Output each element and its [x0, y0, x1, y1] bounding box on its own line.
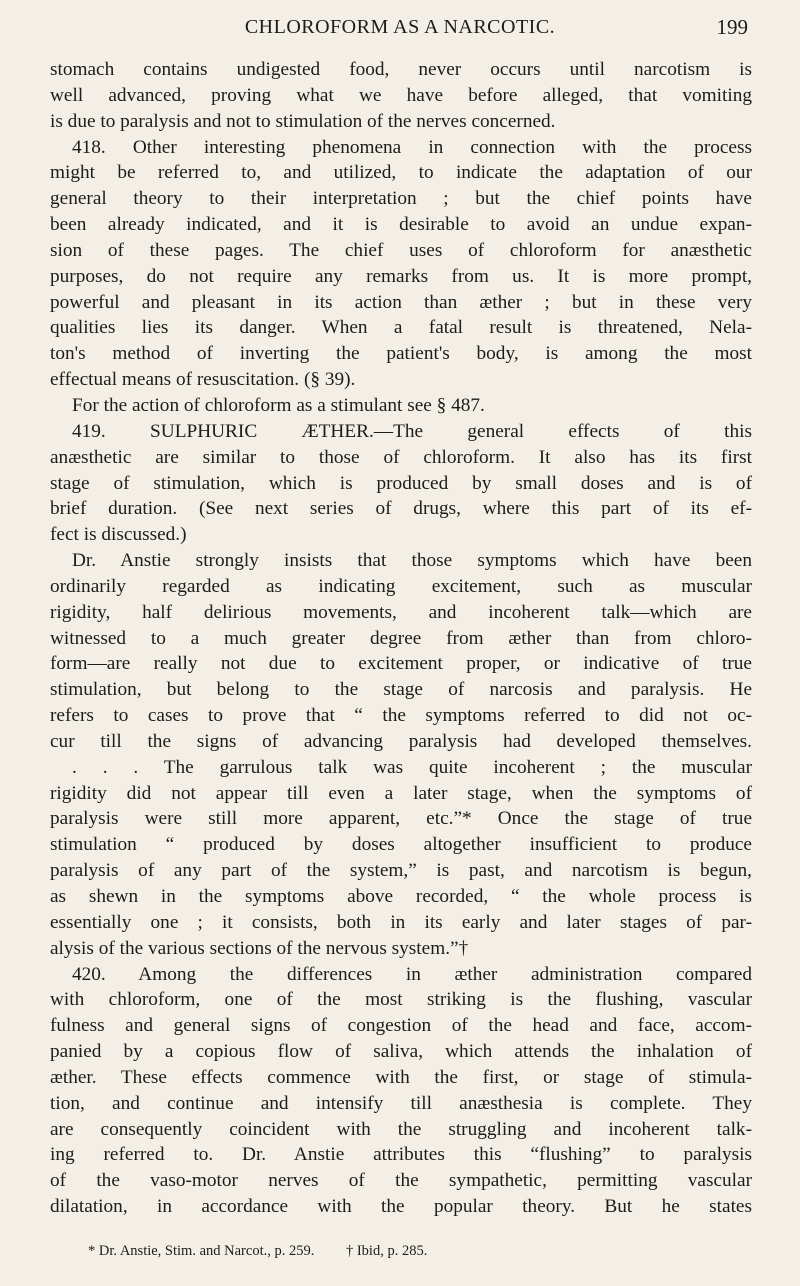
- text-line: is due to paralysis and not to stimulation of the nerves concerned.: [50, 110, 556, 132]
- text-line: stimulation “ produced by doses altogether insufficient to produce: [50, 834, 752, 856]
- text-line: well advanced, proving what we have before alleged, that vomiting: [50, 84, 752, 106]
- text-line: been already indicated, and it is desirable to avoid an undue expan-: [50, 214, 752, 236]
- text-line: paralysis of any part of the system,” is past, and narcotism is begun,: [50, 860, 752, 882]
- text-line: are consequently coincident with the struggling and incoherent talk-: [50, 1118, 752, 1140]
- text-line: essentially one ; it consists, both in its early and later stages of par-: [50, 911, 752, 933]
- text-line: cur till the signs of advancing paralysis had developed themselves.: [50, 730, 752, 752]
- text-line: witnessed to a much greater degree from æther than from chloro-: [50, 627, 752, 649]
- text-line: stomach contains undigested food, never occurs until narcotism is: [50, 59, 752, 80]
- text-line: rigidity did not appear till even a later stage, when the symptoms of: [50, 782, 752, 804]
- footnote: † Ibid, p. 285.: [345, 1243, 428, 1259]
- text-line: dilatation, in accordance with the popular theory. But he states: [50, 1196, 752, 1218]
- text-line: ton's method of inverting the patient's body, is among the most: [50, 343, 752, 365]
- text-line: brief duration. (See next series of drugs, where this part of its ef-: [50, 498, 752, 520]
- text-line: as shewn in the symptoms above recorded, “ the whole process is: [50, 886, 752, 907]
- text-line: ing referred to. Dr. Anstie attributes this “flushing” to paralysis: [50, 1144, 752, 1166]
- text-line: of the vaso-motor nerves of the sympathetic, permitting vascular: [50, 1170, 752, 1192]
- body-text: [50, 57, 752, 1220]
- footnote: * Dr. Anstie, Stim. and Narcot., p. 259.: [88, 1243, 315, 1259]
- running-title: CHLOROFORM AS A NARCOTIC.: [244, 16, 556, 38]
- text-line: paralysis were still more apparent, etc.”* Once the stage of true: [50, 808, 752, 830]
- text-line: qualities lies its danger. When a fatal result is threatened, Nela-: [50, 317, 752, 339]
- text-line: 420. Among the differences in æther administration compared: [72, 963, 752, 985]
- text-line: refers to cases to prove that “ the symptoms referred to did not oc-: [50, 705, 752, 727]
- text-line: general theory to their interpretation ; but the chief points have: [50, 188, 752, 210]
- text-line: . . . The garrulous talk was quite incoherent ; the muscular: [72, 756, 752, 778]
- text-line: with chloroform, one of the most striking is the flushing, vascular: [50, 989, 752, 1011]
- text-line: purposes, do not require any remarks from us. It is more prompt,: [50, 265, 752, 287]
- text-line: stimulation, but belong to the stage of narcosis and paralysis. He: [50, 679, 752, 701]
- text-line: fulness and general signs of congestion of the head and face, accom-: [50, 1015, 752, 1037]
- text-line: might be referred to, and utilized, to indicate the adaptation of our: [50, 162, 752, 184]
- text-line: ordinarily regarded as indicating excitement, such as muscular: [50, 575, 752, 597]
- text-line: rigidity, half delirious movements, and incoherent talk—which are: [50, 601, 752, 623]
- text-line: 418. Other interesting phenomena in connection with the process: [72, 136, 752, 158]
- text-line: æther. These effects commence with the first, or stage of stimula-: [50, 1066, 752, 1088]
- text-line: powerful and pleasant in its action than æther ; but in these very: [50, 291, 752, 313]
- page-number: 199: [716, 15, 748, 39]
- text-line: For the action of chloroform as a stimulant see § 487.: [72, 394, 485, 416]
- text-line: effectual means of resuscitation. (§ 39).: [50, 369, 356, 391]
- text-line: 419. SULPHURIC ÆTHER.—The general effects of this: [72, 420, 752, 442]
- text-line: tion, and continue and intensify till anæsthesia is complete. They: [50, 1092, 752, 1114]
- text-line: stage of stimulation, which is produced by small doses and is of: [50, 472, 752, 494]
- text-line: fect is discussed.): [50, 524, 187, 546]
- page-header: [0, 10, 800, 50]
- text-line: alysis of the various sections of the nervous system.”†: [50, 937, 469, 959]
- text-line: form—are really not due to excitement proper, or indicative of true: [50, 653, 752, 675]
- text-line: panied by a copious flow of saliva, which attends the inhalation of: [50, 1041, 752, 1063]
- footnotes: [88, 1243, 455, 1260]
- text-line: Dr. Anstie strongly insists that those symptoms which have been: [72, 550, 752, 572]
- text-line: sion of these pages. The chief uses of chloroform for anæsthetic: [50, 239, 752, 261]
- text-line: anæsthetic are similar to those of chloroform. It also has its first: [50, 446, 752, 468]
